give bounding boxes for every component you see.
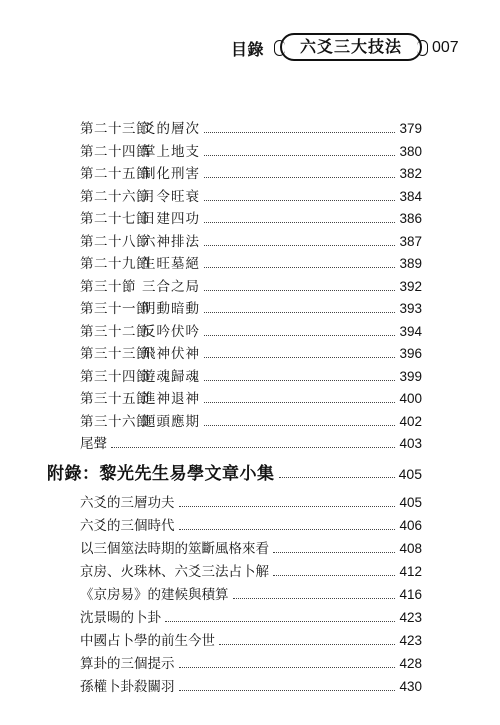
- page-ref: 428: [399, 656, 422, 671]
- page-header: [0, 33, 500, 63]
- toc-row-article: [80, 652, 422, 674]
- page-number: 007: [432, 39, 459, 56]
- toc-row: [80, 275, 422, 297]
- article-title: 《京房易》的建候與積算: [80, 587, 229, 603]
- page-ref: 403: [399, 436, 422, 451]
- chapter-title: 月令旺衰: [142, 189, 200, 205]
- section-label: 目錄: [231, 40, 265, 59]
- chapter-title: 進神退神: [142, 391, 200, 407]
- toc-row: [80, 252, 422, 274]
- toc-row: [80, 207, 422, 229]
- toc-row: [80, 297, 422, 319]
- chapter-number: 第三十三節: [80, 346, 150, 362]
- toc-row: [80, 320, 422, 342]
- toc-row-article: [80, 606, 422, 628]
- toc-row-article: [80, 583, 422, 605]
- toc-row-article: [80, 560, 422, 582]
- chapter-title: 掌上地支: [142, 144, 200, 160]
- page-ref: 399: [399, 369, 422, 384]
- chapter-title: 明動暗動: [142, 301, 200, 317]
- dot-leader: [273, 575, 395, 576]
- toc-row: [80, 410, 422, 432]
- article-title: 算卦的三個提示: [80, 656, 175, 672]
- page-ref: 402: [399, 414, 422, 429]
- chapter-number: 第二十六節: [80, 189, 150, 205]
- article-title: 六爻的三個時代: [80, 518, 175, 534]
- page-ref: 416: [399, 587, 422, 602]
- chapter-number: 第三十四節: [80, 369, 150, 385]
- dot-leader: [204, 245, 395, 246]
- toc-row-article: [80, 629, 422, 651]
- chapter-title: 飛神伏神: [142, 346, 200, 362]
- dot-leader: [204, 335, 395, 336]
- page-ref: 412: [399, 564, 422, 579]
- chapter-number: 第三十六節: [80, 414, 150, 430]
- dot-leader: [179, 690, 396, 691]
- toc-row-article: [80, 491, 422, 513]
- chapter-number: 第三十一節: [80, 301, 150, 317]
- epilogue-title: 尾聲: [80, 436, 107, 452]
- chapter-title: 爻的層次: [142, 121, 200, 137]
- dot-leader: [204, 155, 395, 156]
- dot-leader: [204, 380, 395, 381]
- dot-leader: [233, 598, 396, 599]
- article-title: 中國占卜學的前生今世: [80, 633, 215, 649]
- dot-leader: [204, 290, 395, 291]
- article-title: 孫權卜卦殺關羽: [80, 679, 175, 695]
- chapter-number: 第三十節: [80, 279, 136, 295]
- dot-leader: [273, 552, 395, 553]
- chapter-number: 第三十五節: [80, 391, 150, 407]
- page-ref: 423: [399, 633, 422, 648]
- dot-leader: [204, 200, 395, 201]
- toc-row-article: [80, 675, 422, 697]
- page-ref: 400: [399, 391, 422, 406]
- chapter-title: 三合之局: [142, 279, 200, 295]
- dot-leader: [111, 447, 395, 448]
- page-ref: 394: [399, 324, 422, 339]
- toc-row: [80, 342, 422, 364]
- toc-row: [80, 162, 422, 184]
- page-ref: 423: [399, 610, 422, 625]
- page-ref: 430: [399, 679, 422, 694]
- page-ref: 405: [398, 466, 422, 482]
- toc-row: [80, 230, 422, 252]
- dot-leader: [179, 529, 396, 530]
- page-ref: 408: [399, 541, 422, 556]
- dot-leader: [279, 477, 395, 478]
- page-ref: 387: [399, 234, 422, 249]
- page-ref: 386: [399, 211, 422, 226]
- page-ref: 384: [399, 189, 422, 204]
- toc-row-article: [80, 537, 422, 559]
- chapter-title: 生旺墓絕: [142, 256, 200, 272]
- dot-leader: [204, 222, 395, 223]
- chapter-number: 第二十五節: [80, 166, 150, 182]
- dot-leader: [219, 644, 395, 645]
- toc-row: [80, 185, 422, 207]
- page-ref: 392: [399, 279, 422, 294]
- chapter-title: 反吟伏吟: [142, 324, 200, 340]
- toc-row: [80, 387, 422, 409]
- page-ref: 405: [399, 495, 422, 510]
- page-ref: 406: [399, 518, 422, 533]
- dot-leader: [204, 132, 395, 133]
- chapter-title: 題頭應期: [142, 414, 200, 430]
- article-title: 六爻的三層功夫: [80, 495, 175, 511]
- page-ref: 379: [399, 121, 422, 136]
- chapter-title: 六神排法: [142, 234, 200, 250]
- toc-row: [80, 117, 422, 139]
- dot-leader: [204, 402, 395, 403]
- dot-leader: [204, 357, 395, 358]
- article-title: 京房、火珠林、六爻三法占卜解: [80, 564, 269, 580]
- dot-leader: [204, 267, 395, 268]
- toc-row-article: [80, 514, 422, 536]
- chapter-number: 第二十七節: [80, 211, 150, 227]
- article-title: 以三個筮法時期的筮斷風格來看: [80, 541, 269, 557]
- dot-leader: [204, 425, 395, 426]
- chapter-number: 第二十三節: [80, 121, 150, 137]
- article-title: 沈景暘的卜卦: [80, 610, 161, 626]
- toc-row: [80, 365, 422, 387]
- chapter-number: 第二十九節: [80, 256, 150, 272]
- chapter-title: 日建四功: [142, 211, 200, 227]
- dot-leader: [204, 177, 395, 178]
- toc-row-appendix: [47, 458, 422, 484]
- page-ref: 396: [399, 346, 422, 361]
- page-ref: 382: [399, 166, 422, 181]
- toc-row-epilogue: [80, 432, 422, 454]
- chapter-title: 制化刑害: [142, 166, 200, 182]
- dot-leader: [165, 621, 395, 622]
- book-title: 六爻三大技法: [299, 37, 402, 56]
- chapter-title: 遊魂歸魂: [142, 369, 200, 385]
- dot-leader: [204, 312, 395, 313]
- toc-row: [80, 140, 422, 162]
- page-ref: 393: [399, 301, 422, 316]
- chapter-number: 第二十八節: [80, 234, 150, 250]
- appendix-title: 附錄：黎光先生易學文章小集: [47, 464, 275, 484]
- page-ref: 389: [399, 256, 422, 271]
- dot-leader: [179, 506, 396, 507]
- book-title-badge: [280, 33, 422, 61]
- page-ref: 380: [399, 144, 422, 159]
- chapter-number: 第三十二節: [80, 324, 150, 340]
- chapter-number: 第二十四節: [80, 144, 150, 160]
- dot-leader: [179, 667, 396, 668]
